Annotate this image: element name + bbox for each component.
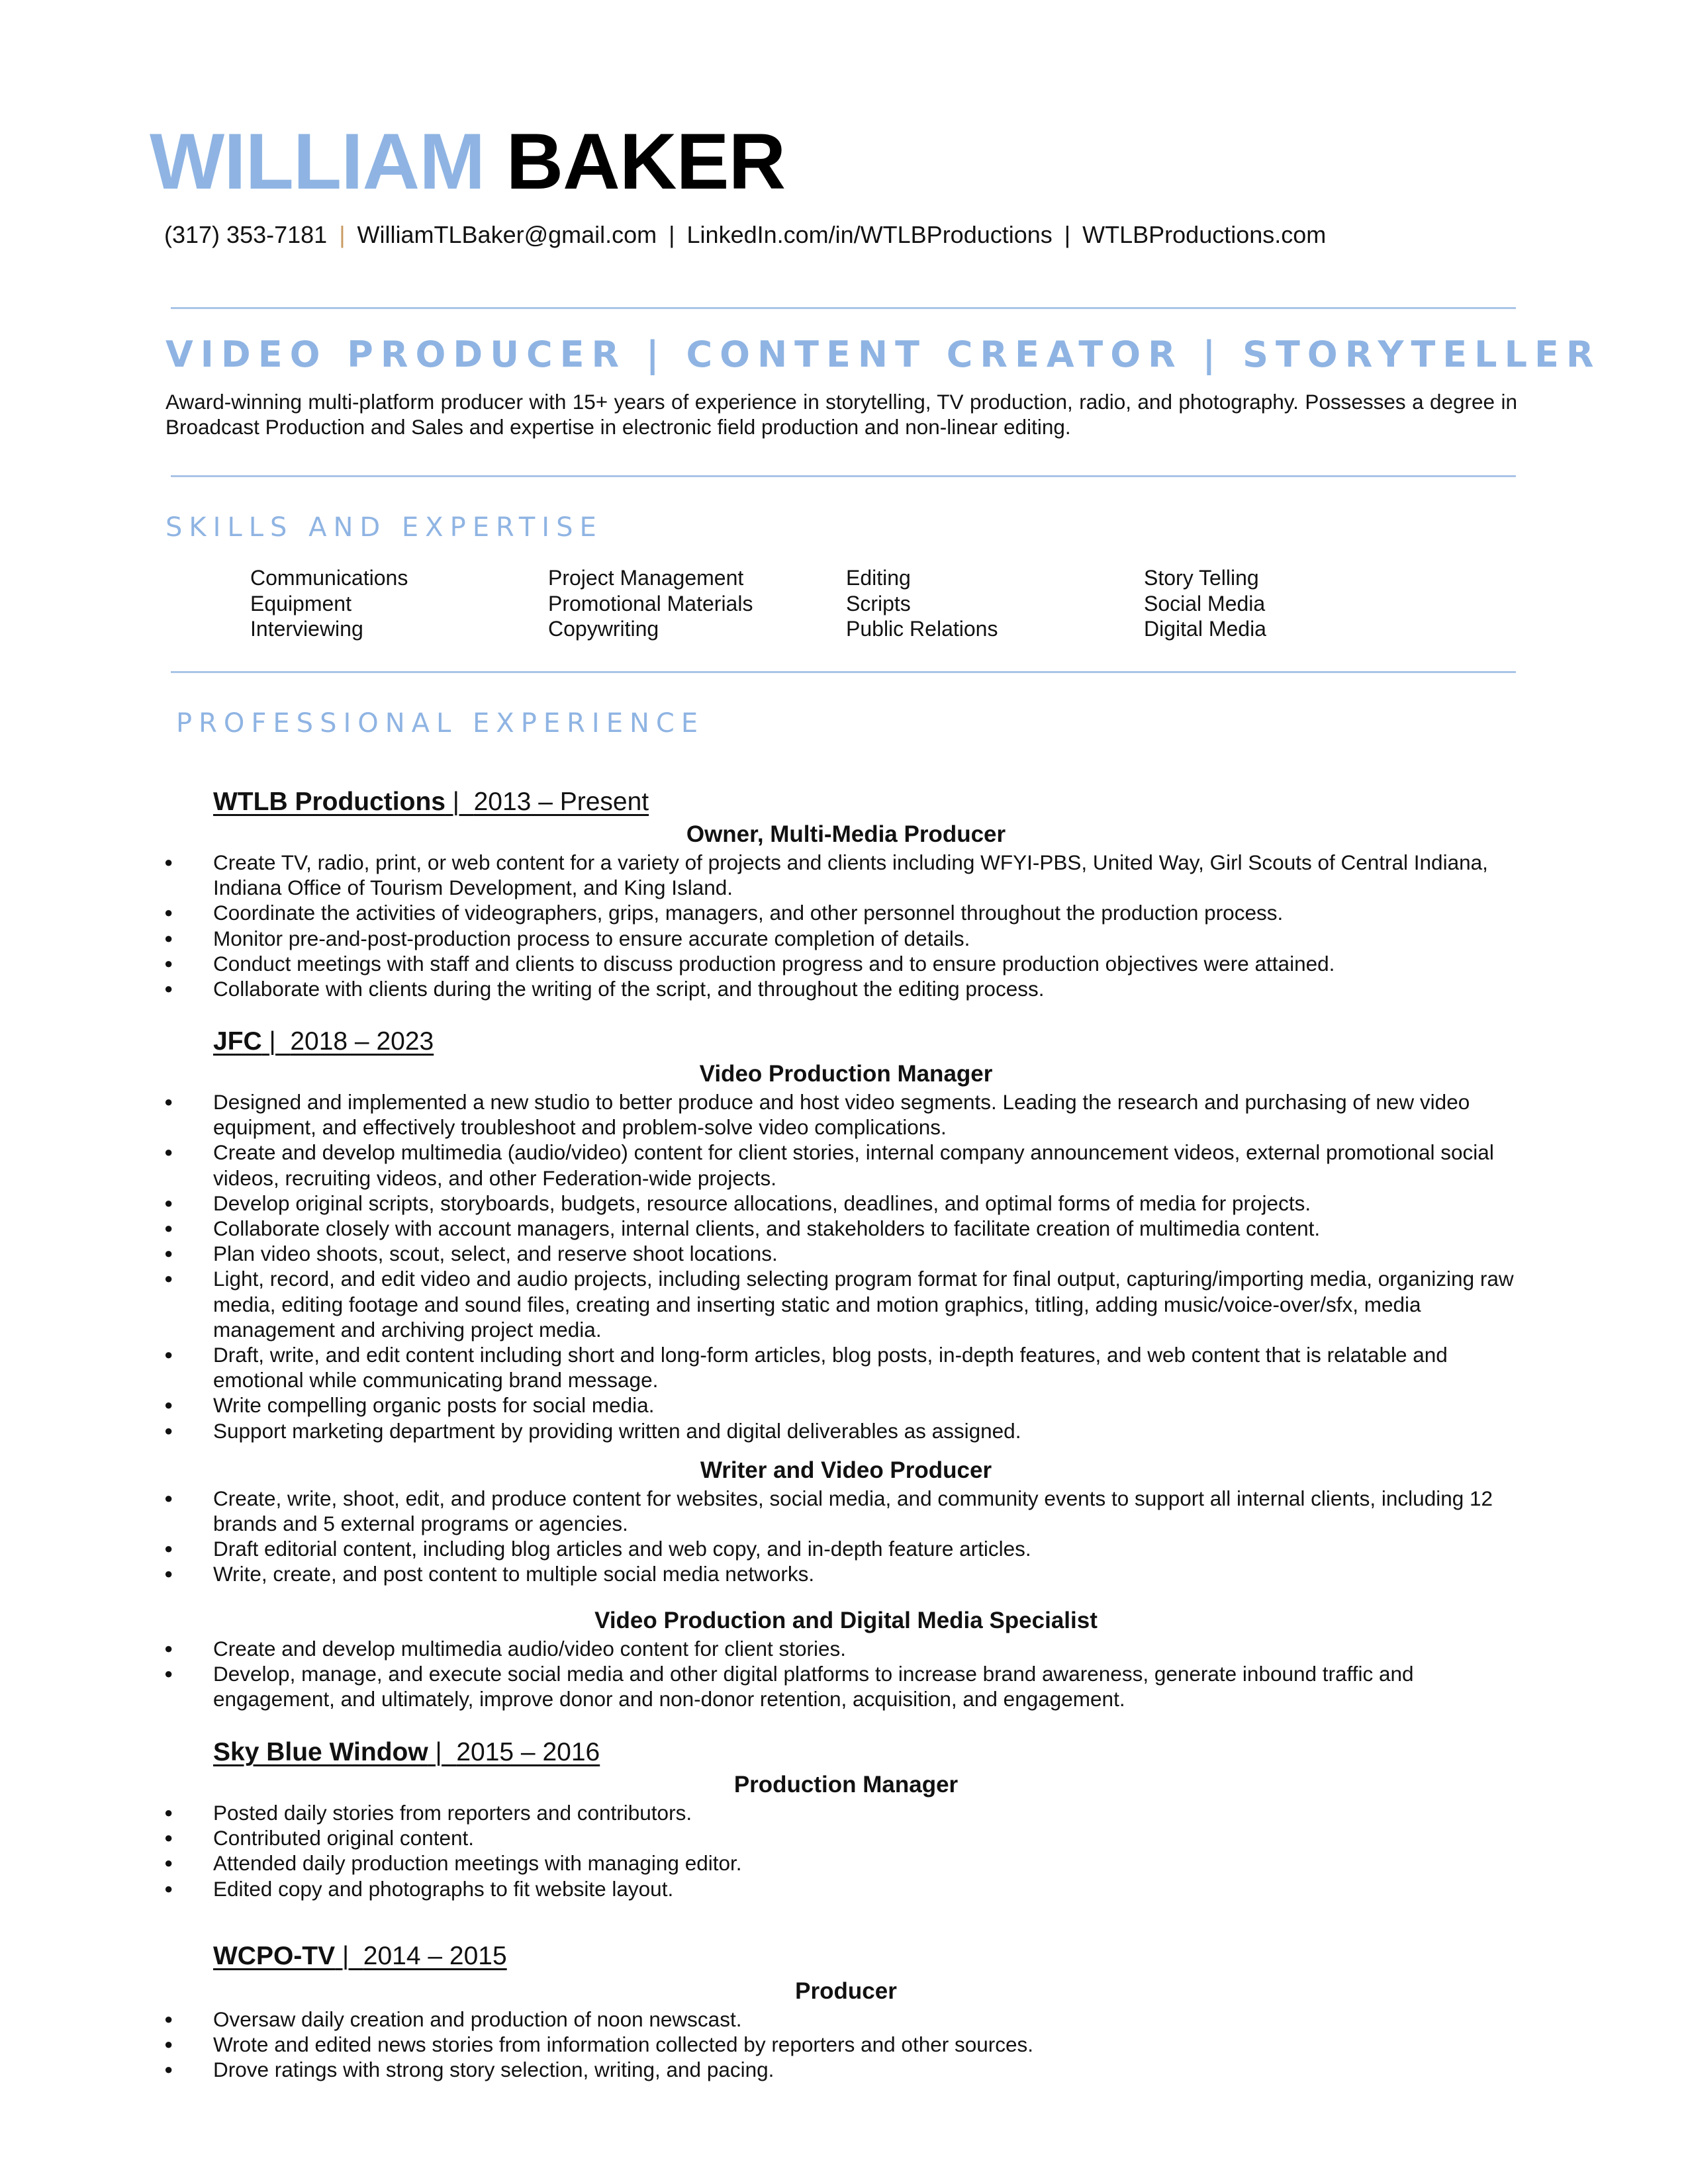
bullet-item: ● Contributed original content. — [164, 1825, 1528, 1850]
email-link[interactable]: WilliamTLBaker@gmail.com — [357, 221, 657, 248]
bullet-list — [164, 1089, 1528, 1443]
skill-item: Scripts — [846, 591, 911, 615]
job-jfc — [164, 1026, 1528, 1711]
company-name: JFC — [213, 1027, 262, 1056]
bullet-list — [164, 1800, 1528, 1901]
company-heading: WCPO-TV | 2014 – 2015 — [213, 1942, 507, 1970]
company-name: WCPO-TV — [213, 1942, 336, 1970]
bullet-item: ● Create, write, shoot, edit, and produce content for websites, social media, and community events to support all internal clients, including 12 brands and 5 external programs or agencies. — [164, 1486, 1528, 1536]
role-title: Production Manager — [733, 1772, 959, 1797]
bullet-item: ● Drove ratings with strong story selection, writing, and pacing. — [164, 2057, 1528, 2082]
skill-item: Editing — [846, 566, 911, 590]
bullet-item: ● Edited copy and photographs to fit website layout. — [164, 1876, 1528, 1901]
bullet-item: ● Draft editorial content, including blog articles and web copy, and in-depth feature articles. — [164, 1536, 1528, 1561]
skills-column — [1144, 565, 1442, 642]
skill-item: Digital Media — [1144, 617, 1266, 641]
skill-item: Communications — [250, 566, 408, 590]
bullet-item: ● Collaborate closely with account managers, internal clients, and stakeholders to facilitate creation of multimedia content. — [164, 1216, 1528, 1241]
role-title: Producer — [795, 1978, 897, 2004]
company-heading: WTLB Productions | 2013 – Present — [213, 788, 649, 816]
job-wtlb-productions — [164, 786, 1528, 1001]
linkedin-link[interactable]: LinkedIn.com/in/WTLBProductions — [686, 221, 1053, 248]
skill-item: Interviewing — [250, 617, 363, 641]
skills-column — [548, 565, 846, 642]
contact-separator: | — [339, 221, 346, 248]
bullet-item: ● Create and develop multimedia (audio/video) content for client stories, internal company announcement videos, external promotional social videos, recruiting videos, and other Federation-wide projects. — [164, 1140, 1528, 1190]
job-dates: 2015 – 2016 — [456, 1738, 600, 1766]
website-link[interactable]: WTLBProductions.com — [1082, 221, 1327, 248]
company-name: WTLB Productions — [213, 788, 445, 816]
bullet-list — [164, 1636, 1528, 1712]
bullet-item: ● Draft, write, and edit content including short and long-form articles, blog posts, in-depth features, and web content that is relatable and emotional while communicating brand message. — [164, 1342, 1528, 1392]
skill-item: Public Relations — [846, 617, 998, 641]
company-name: Sky Blue Window — [213, 1738, 428, 1766]
skill-item: Social Media — [1144, 591, 1266, 615]
bullet-item: ● Plan video shoots, scout, select, and reserve shoot locations. — [164, 1241, 1528, 1266]
divider — [171, 307, 1516, 309]
contact-separator: | — [1064, 221, 1071, 248]
role-title: Video Production Manager — [699, 1061, 993, 1087]
job-dates: 2014 – 2015 — [363, 1942, 507, 1970]
bullet-item: ● Conduct meetings with staff and clients to discuss production progress and to ensure production objectives were attained. — [164, 951, 1528, 976]
headline: VIDEO PRODUCER | CONTENT CREATOR | STORYTELLER — [165, 334, 1601, 375]
role-title: Owner, Multi-Media Producer — [686, 821, 1006, 847]
company-heading: Sky Blue Window | 2015 – 2016 — [213, 1738, 600, 1766]
skills-column — [846, 565, 1144, 642]
experience-title: PROFESSIONAL EXPERIENCE — [176, 708, 705, 739]
bullet-item: ● Monitor pre-and-post-production process to ensure accurate completion of details. — [164, 926, 1528, 951]
summary: Award-winning multi-platform producer with 15+ years of experience in storytelling, TV production, radio, and photography. Possesses a degree in Broadcast Production and Sales and expertise in electronic field production and non-linear editing. — [165, 390, 1517, 439]
skill-item: Copywriting — [548, 617, 659, 641]
contact-line — [164, 221, 1326, 249]
skills-title: SKILLS AND EXPERTISE — [165, 512, 603, 543]
bullet-item: ● Create TV, radio, print, or web content for a variety of projects and clients including WFYI-PBS, United Way, Girl Scouts of Central Indiana, Indiana Office of Tourism Development, and King Island. — [164, 850, 1528, 900]
skills-grid — [250, 565, 1442, 642]
divider — [171, 671, 1516, 673]
bullet-item: ● Designed and implemented a new studio to better produce and host video segments. Leading the research and purchasing of new video equipment, and effectively troubleshoot and problem-solve video complications. — [164, 1089, 1528, 1140]
contact-separator: | — [669, 221, 675, 248]
bullet-item: ● Light, record, and edit video and audio projects, including selecting program format for final output, capturing/importing media, organizing raw media, editing footage and sound files, creating and inserting static and motion graphics, titling, adding music/voice-over/sfx, media management and archiving project media. — [164, 1266, 1528, 1342]
bullet-item: ● Oversaw daily creation and production of noon newscast. — [164, 2007, 1528, 2032]
company-heading: JFC | 2018 – 2023 — [213, 1027, 434, 1056]
bullet-item: ● Coordinate the activities of videographers, grips, managers, and other personnel throughout the production process. — [164, 900, 1528, 925]
bullet-item: ● Write, create, and post content to multiple social media networks. — [164, 1561, 1528, 1586]
bullet-item: ● Collaborate with clients during the writing of the script, and throughout the editing process. — [164, 976, 1528, 1001]
bullet-item: ● Develop, manage, and execute social media and other digital platforms to increase brand awareness, generate inbound traffic and engagement, and ultimately, improve donor and non-donor retention, acquisition, and engagement. — [164, 1661, 1528, 1711]
skill-item: Story Telling — [1144, 566, 1259, 590]
role-title: Writer and Video Producer — [700, 1457, 992, 1483]
skill-item: Equipment — [250, 591, 352, 615]
job-sky-blue-window — [164, 1737, 1528, 1901]
job-dates: 2018 – 2023 — [290, 1027, 434, 1056]
bullet-item: ● Support marketing department by providing written and digital deliverables as assigned. — [164, 1418, 1528, 1443]
phone: (317) 353-7181 — [164, 221, 328, 248]
bullet-item: ● Write compelling organic posts for social media. — [164, 1392, 1528, 1418]
bullet-item: ● Develop original scripts, storyboards, budgets, resource allocations, deadlines, and optimal forms of media for projects. — [164, 1191, 1528, 1216]
bullet-item: ● Wrote and edited news stories from information collected by reporters and other sources. — [164, 2032, 1528, 2057]
last-name: BAKER — [506, 117, 786, 206]
job-wcpo-tv — [164, 1940, 1528, 2083]
role-title: Video Production and Digital Media Specialist — [594, 1607, 1098, 1633]
skill-item: Project Management — [548, 566, 744, 590]
job-dates: 2013 – Present — [473, 788, 649, 816]
skills-column — [250, 565, 548, 642]
bullet-item: ● Posted daily stories from reporters and contributors. — [164, 1800, 1528, 1825]
skill-item: Promotional Materials — [548, 591, 753, 615]
bullet-item: ● Attended daily production meetings with managing editor. — [164, 1850, 1528, 1876]
candidate-name — [150, 117, 786, 206]
bullet-item: ● Create and develop multimedia audio/video content for client stories. — [164, 1636, 1528, 1661]
bullet-list — [164, 850, 1528, 1001]
bullet-list — [164, 2007, 1528, 2083]
first-name: WILLIAM — [150, 117, 485, 206]
bullet-list — [164, 1486, 1528, 1587]
divider — [171, 475, 1516, 477]
